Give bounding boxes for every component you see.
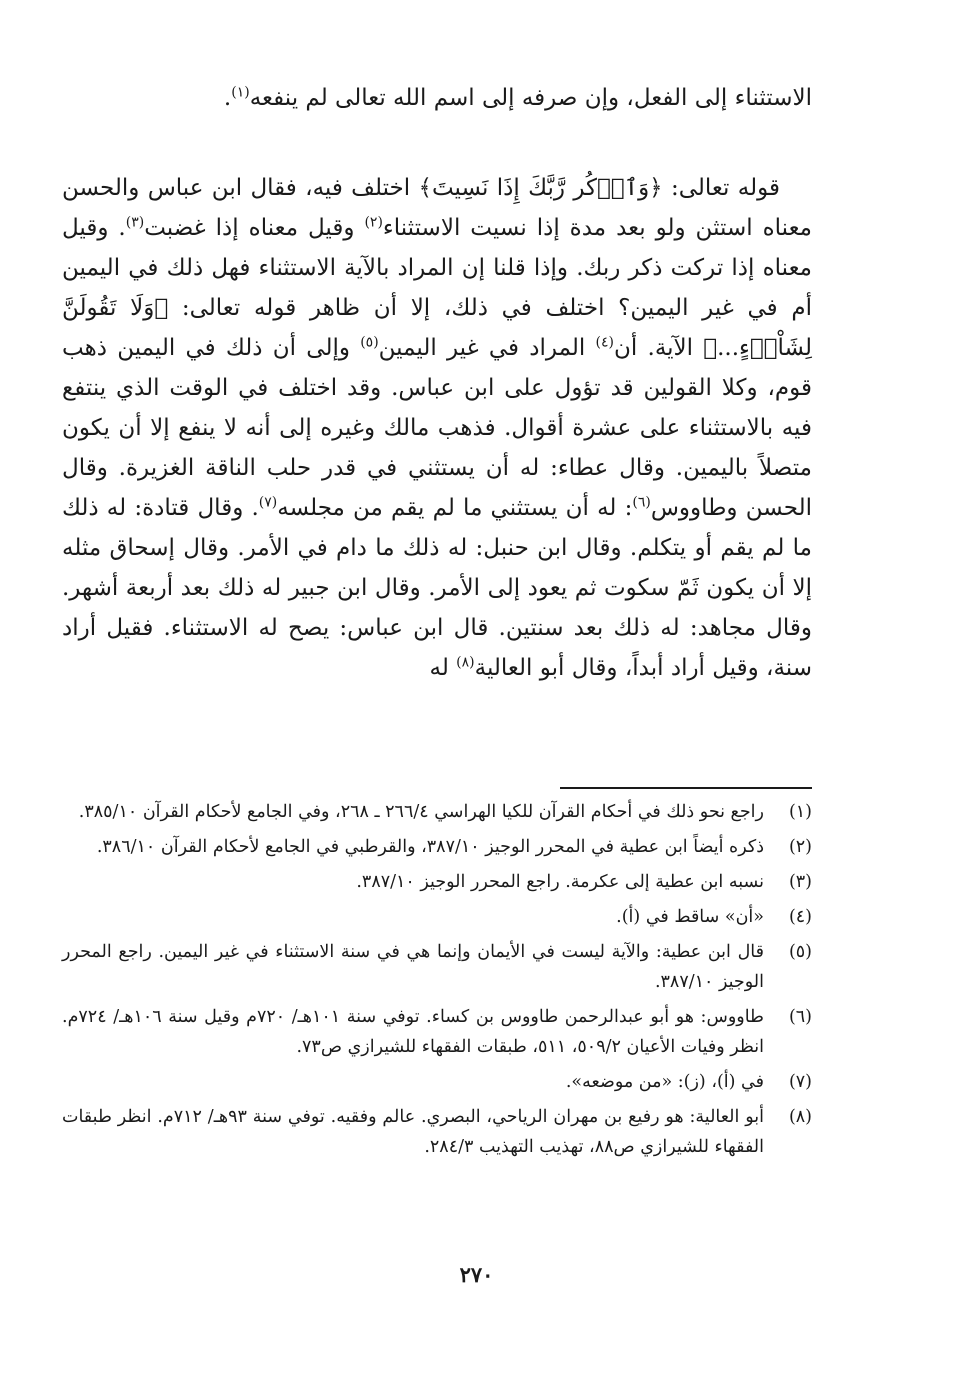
paragraph-text: له <box>429 655 457 681</box>
footnote-item <box>62 1002 812 1062</box>
paragraph-text: . وقيل معناه إذا تركت ذكر ربك. وإذا قلنا إن المراد بالآية الاستثناء فهل ذلك في اليمين أم في غير اليمين؟ اختلف في ذلك، إلا أن ظاهر قوله تعالى: ﴿وَلَا تَقُولَنَّ لِشَاْيۡءٍ...﴾ الآية. أن <box>62 215 812 361</box>
footnote-item <box>62 902 812 932</box>
footnote-number: (٣) <box>788 872 812 892</box>
paragraph-text: . <box>223 85 232 111</box>
footnote-item <box>62 937 812 997</box>
paragraph-text: وإلى أن ذلك في اليمين ذهب قوم، وكلا القولين قد تؤول على ابن عباس. وقد اختلف في الوقت الذي ينتفع فيه بالاستثناء على عشرة أقوال. فذهب مالك وغيره إلى أنه لا ينفع إلا أن يكون متصلاً باليمين. وقال عطاء: له أن يستثني في قدر حلب الناقة الغزيرة. وقال الحسن وطاووس <box>62 335 812 521</box>
footnote-separator <box>560 787 812 789</box>
footnote-text: قال ابن عطية: والآية ليست في الأيمان وإنما هي في سنة الاستثناء في غير اليمين. راجع المحرر الوجيز ٣٨٧/١٠. <box>62 942 764 992</box>
footnote-text: راجع نحو ذلك في أحكام القرآن للكيا الهراسي ٢٦٦/٤ ـ ٢٦٨، وفي الجامع لأحكام القرآن ٣٨٥/١٠. <box>78 802 764 822</box>
footnote-ref: (١) <box>231 84 250 101</box>
paragraph-text: قوله تعالى: ﴿وَٱذۡكُر رَّبَّكَ إِذَا نَسِيتَ﴾ اختلف فيه، فقال ابن عباس والحسن معناه استثن ولو بعد مدة إذا نسيت الاستثناء <box>62 175 812 241</box>
footnote-ref: (٥) <box>360 334 379 351</box>
footnote-text: ذكره أيضاً ابن عطية في المحرر الوجيز ٣٨٧/١٠، والقرطبي في الجامع لأحكام القرآن ٣٨٦/١٠. <box>96 837 764 857</box>
paragraph-text: . وقال قتادة: له ذلك ما لم يقم أو يتكلم. وقال ابن حنبل: له ذلك ما دام في الأمر. وقال إسحاق مثله إلا أن يكون ثَمّ سكوت ثم يعود إلى الأمر. وقال ابن جبير له ذلك بعد أربعة أشهر. وقال مجاهد: له ذلك بعد سنتين. قال ابن عباس: يصح له الاستثناء. فقيل أراد سنة، وقيل أراد أبداً، وقال أبو العالية <box>62 495 812 681</box>
paragraph-text: المراد في غير اليمين <box>378 335 596 361</box>
footnote-item <box>62 1102 812 1162</box>
footnote-ref: (٢) <box>364 214 383 231</box>
footnote-ref: (٤) <box>595 334 614 351</box>
footnote-number: (٦) <box>788 1007 812 1027</box>
footnote-ref: (٦) <box>632 494 651 511</box>
footnotes-list <box>62 797 812 1167</box>
paragraph-text: وقيل معناه إذا غضبت <box>144 215 365 241</box>
paragraph-text: الاستثناء إلى الفعل، وإن صرفه إلى اسم الله تعالى لم ينفعه <box>249 85 812 111</box>
footnote-ref: (٣) <box>125 214 145 231</box>
opening-paragraph <box>62 78 812 118</box>
footnote-item <box>62 832 812 862</box>
footnote-number: (٤) <box>788 907 812 927</box>
footnote-number: (٥) <box>788 942 812 962</box>
footnote-text: نسبه ابن عطية إلى عكرمة. راجع المحرر الوجيز ٣٨٧/١٠. <box>356 872 764 892</box>
footnote-item <box>62 867 812 897</box>
footnote-text: أبو العالية: هو رفيع بن مهران الرياحي، البصري. عالم وفقيه. توفي سنة ٩٣هـ/ ٧١٢م. انظر طبقات الفقهاء للشيرازي ص٨٨، تهذيب التهذيب ٢٨٤/٣. <box>62 1107 765 1157</box>
footnote-ref: (٧) <box>258 494 278 511</box>
footnote-number: (٧) <box>788 1072 812 1092</box>
footnote-item <box>62 797 812 827</box>
footnote-ref: (٨) <box>456 654 475 671</box>
footnote-text: في (أ)، (ز): «من موضعه». <box>565 1072 764 1092</box>
footnote-number: (٨) <box>788 1107 812 1127</box>
commentary-paragraph <box>62 168 812 688</box>
footnote-item <box>62 1067 812 1097</box>
footnote-number: (٢) <box>788 837 812 857</box>
footnote-number: (١) <box>788 802 812 822</box>
page-number: ٢٧٠ <box>459 1262 494 1287</box>
footnote-text: طاووس: هو أبو عبدالرحمن طاووس بن كساء. توفي سنة ١٠١هـ/ ٧٢٠م وقيل سنة ١٠٦هـ/ ٧٢٤م. انظر وفيات الأعيان ٥٠٩/٢، ٥١١، طبقات الفقهاء للشيرازي ص٧٣. <box>62 1007 764 1057</box>
footnote-text: «أن» ساقط في (أ). <box>616 907 764 927</box>
paragraph-text: : له أن يستثني ما لم يقم من مجلسه <box>277 495 633 521</box>
